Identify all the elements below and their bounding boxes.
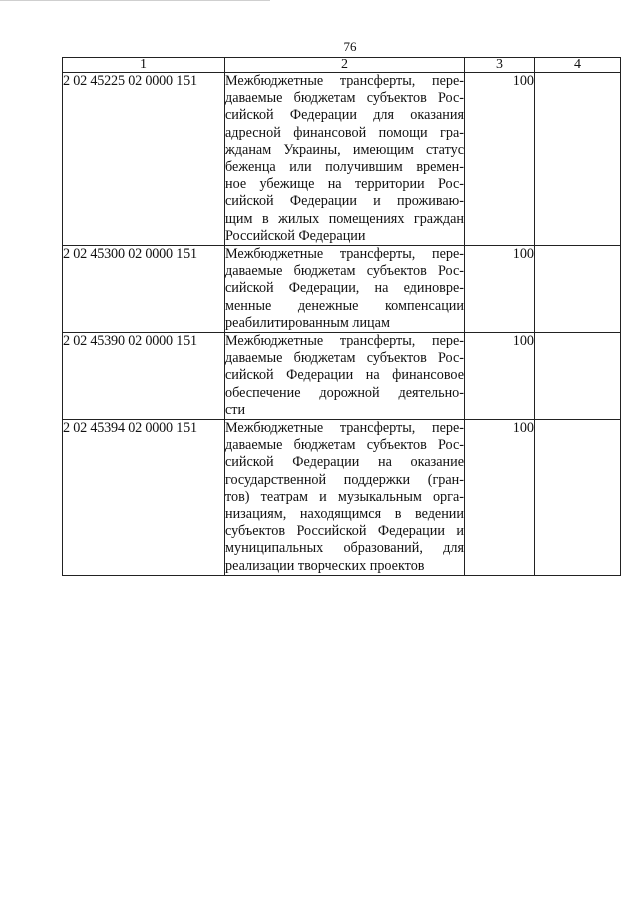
top-rule <box>0 0 270 1</box>
transfer-description <box>225 246 465 333</box>
description-line: Российской Федерации <box>225 227 366 244</box>
page-number: 76 <box>343 39 357 54</box>
description-line: реализации творческих проектов <box>225 557 425 574</box>
description-line: щим в жилых помещениях граждан <box>225 210 464 227</box>
description-line: жданам Украины, имеющим статус <box>225 141 464 158</box>
description-line: государственной поддержки (гран- <box>225 471 464 488</box>
column-4-cell <box>535 246 621 333</box>
table-row <box>63 333 621 420</box>
description-line: сийской Федерации, на единовре- <box>225 280 464 297</box>
description-line: Межбюджетные трансферты, пере- <box>225 73 464 89</box>
classification-code: 2 02 45390 02 0000 151 <box>63 333 225 420</box>
classification-code: 2 02 45394 02 0000 151 <box>63 420 225 576</box>
description-line: сти <box>225 401 246 418</box>
header-col-2: 2 <box>225 58 465 73</box>
description-line: низациям, находящимся в ведении <box>225 506 464 523</box>
description-line: Межбюджетные трансферты, пере- <box>225 246 464 263</box>
description-line: даваемые бюджетам субъектов Рос- <box>225 90 464 107</box>
standard-value: 100 <box>465 333 535 420</box>
table-row <box>63 246 621 333</box>
classification-code: 2 02 45225 02 0000 151 <box>63 73 225 246</box>
description-line: муниципальных образований, для <box>225 540 464 557</box>
transfer-description <box>225 420 465 576</box>
description-line: адресной финансовой помощи гра- <box>225 124 464 141</box>
header-col-4: 4 <box>535 58 621 73</box>
description-line: менные денежные компенсации <box>225 297 464 314</box>
standard-value: 100 <box>465 73 535 246</box>
description-line: обеспечение дорожной деятельно- <box>225 384 464 401</box>
column-4-cell <box>535 420 621 576</box>
table-row <box>63 73 621 246</box>
classification-code: 2 02 45300 02 0000 151 <box>63 246 225 333</box>
description-line: сийской Федерации и проживаю- <box>225 193 464 210</box>
description-line: сийской Федерации для оказания <box>225 107 464 124</box>
description-line: реабилитированным лицам <box>225 314 390 331</box>
description-line: даваемые бюджетам субъектов Рос- <box>225 263 464 280</box>
description-line: Межбюджетные трансферты, пере- <box>225 420 464 437</box>
table-body <box>63 73 621 576</box>
description-line: сийской Федерации на оказание <box>225 454 464 471</box>
table-row <box>63 420 621 576</box>
column-4-cell <box>535 333 621 420</box>
standard-value: 100 <box>465 420 535 576</box>
description-line: сийской Федерации на финансовое <box>225 367 464 384</box>
description-line: даваемые бюджетам субъектов Рос- <box>225 350 464 367</box>
budget-table <box>62 57 621 576</box>
header-col-1: 1 <box>63 58 225 73</box>
description-line: ное убежище на территории Рос- <box>225 176 464 193</box>
standard-value: 100 <box>465 246 535 333</box>
description-line: даваемые бюджетам субъектов Рос- <box>225 437 464 454</box>
transfer-description <box>225 333 465 420</box>
header-col-3: 3 <box>465 58 535 73</box>
header-row <box>63 58 621 73</box>
description-line: беженца или получившим времен- <box>225 159 464 176</box>
description-line: тов) театрам и музыкальным орга- <box>225 488 464 505</box>
transfer-description <box>225 73 465 246</box>
description-line: субъектов Российской Федерации и <box>225 523 464 540</box>
description-line: Межбюджетные трансферты, пере- <box>225 333 464 350</box>
column-4-cell <box>535 73 621 246</box>
